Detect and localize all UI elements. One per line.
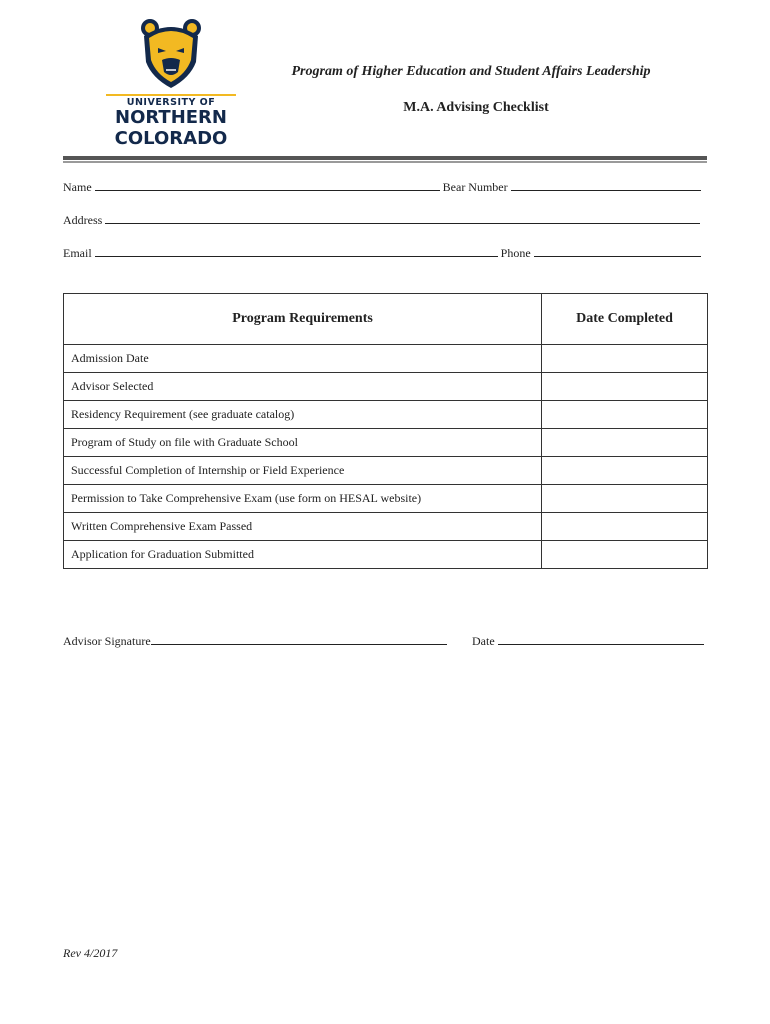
- requirement-cell: Written Comprehensive Exam Passed: [64, 513, 542, 541]
- revision-note: Rev 4/2017: [63, 946, 118, 960]
- date-cell[interactable]: [542, 345, 708, 373]
- table-row: [64, 541, 708, 569]
- signature-date-label: Date: [472, 634, 495, 648]
- date-cell[interactable]: [542, 373, 708, 401]
- table-row: [64, 345, 708, 373]
- email-row: [63, 246, 701, 261]
- logo-northern: NORTHERN: [115, 107, 227, 128]
- requirements-table: [63, 293, 708, 569]
- advisor-signature-field[interactable]: [151, 634, 447, 645]
- header-divider: [63, 156, 707, 160]
- address-field[interactable]: [105, 213, 700, 224]
- bear-number-field[interactable]: [511, 180, 701, 191]
- advisor-signature-label: Advisor Signature: [63, 634, 151, 648]
- table-row: [64, 373, 708, 401]
- requirement-cell: Advisor Selected: [64, 373, 542, 401]
- bear-head-icon: [140, 18, 202, 90]
- signature-date-row: [472, 634, 704, 649]
- checklist-title: M.A. Advising Checklist: [403, 100, 549, 115]
- name-row: [63, 180, 701, 195]
- advisor-signature-row: [63, 634, 447, 649]
- name-field[interactable]: [95, 180, 440, 191]
- table-row: [64, 429, 708, 457]
- table-row: [64, 457, 708, 485]
- requirement-cell: Permission to Take Comprehensive Exam (use form on HESAL website): [64, 485, 542, 513]
- address-row: [63, 213, 700, 228]
- logo-university-of: UNIVERSITY OF: [106, 94, 236, 108]
- bear-number-label: Bear Number: [442, 180, 508, 194]
- program-requirements-header: Program Requirements: [64, 294, 542, 345]
- requirement-cell: Residency Requirement (see graduate catalog): [64, 401, 542, 429]
- table-row: [64, 401, 708, 429]
- phone-label: Phone: [500, 246, 531, 260]
- address-label: Address: [63, 213, 103, 227]
- email-label: Email: [63, 246, 92, 260]
- requirement-cell: Application for Graduation Submitted: [64, 541, 542, 569]
- table-row: [64, 485, 708, 513]
- logo-colorado: COLORADO: [114, 128, 228, 149]
- requirement-cell: Program of Study on file with Graduate School: [64, 429, 542, 457]
- date-cell[interactable]: [542, 457, 708, 485]
- requirement-cell: Admission Date: [64, 345, 542, 373]
- name-label: Name: [63, 180, 92, 194]
- date-cell[interactable]: [542, 401, 708, 429]
- table-row: [64, 513, 708, 541]
- date-completed-header: Date Completed: [542, 294, 708, 345]
- email-field[interactable]: [95, 246, 498, 257]
- table-header-row: [64, 294, 708, 345]
- date-cell[interactable]: [542, 485, 708, 513]
- date-cell[interactable]: [542, 429, 708, 457]
- signature-date-field[interactable]: [498, 634, 704, 645]
- requirement-cell: Successful Completion of Internship or Field Experience: [64, 457, 542, 485]
- phone-field[interactable]: [534, 246, 701, 257]
- date-cell[interactable]: [542, 513, 708, 541]
- date-cell[interactable]: [542, 541, 708, 569]
- program-title: Program of Higher Education and Student Affairs Leadership: [291, 64, 651, 79]
- header-divider-shadow: [63, 161, 707, 163]
- university-logo: [106, 18, 236, 149]
